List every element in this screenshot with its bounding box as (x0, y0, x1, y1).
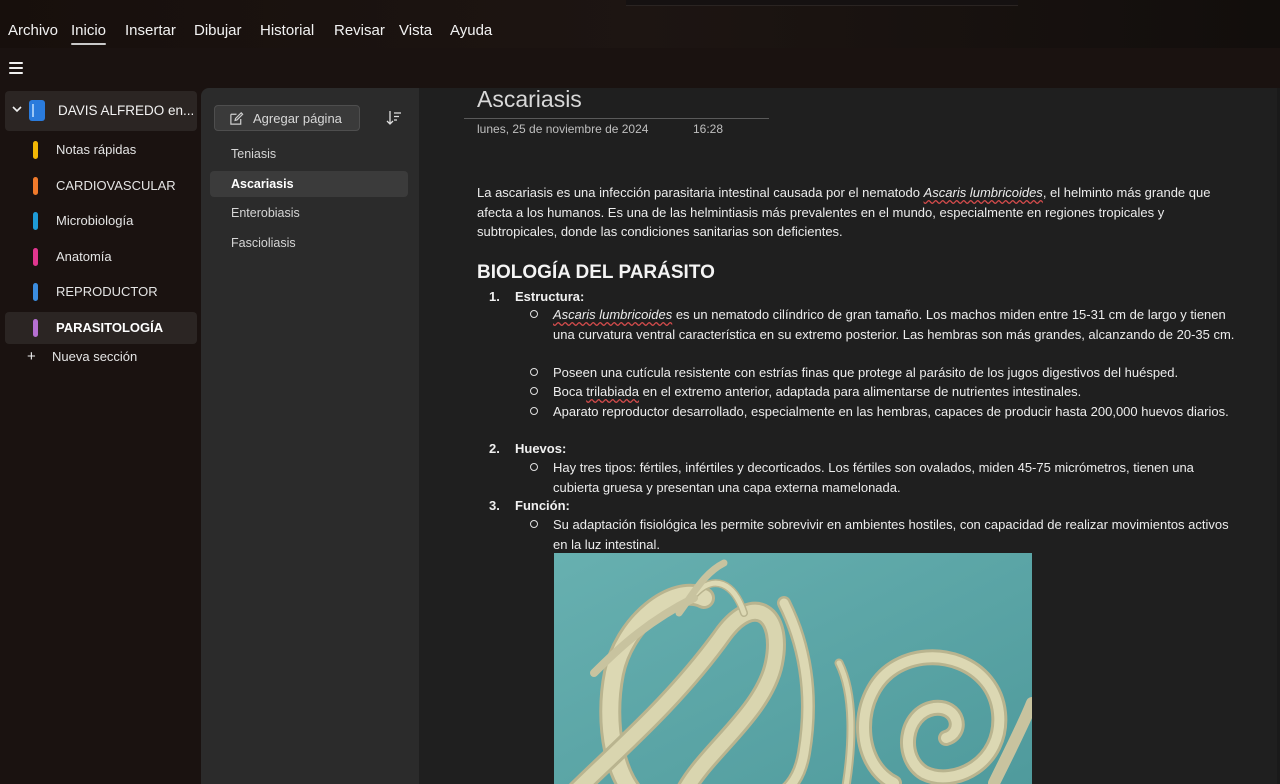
list-item-estructura[interactable] (489, 289, 584, 304)
title-divider (464, 118, 769, 119)
hamburger-menu-icon[interactable] (9, 62, 23, 74)
bullet-item[interactable] (530, 382, 1250, 402)
page-fascioliasis[interactable] (210, 230, 408, 256)
list-label: Estructura: (515, 289, 585, 304)
menu-insertar[interactable]: Insertar (125, 22, 176, 39)
section-color-tab (33, 319, 38, 337)
list-item-funcion[interactable] (489, 498, 570, 513)
menu-revisar[interactable]: Revisar (334, 22, 385, 39)
intro-text-end: , el helminto más grande que afecta a los humanos. Es una de las helmintiasis más prevalentes en el mundo, especialmente en regiones tropicales y subtropicales, donde las condiciones sanitarias son deficientes. (477, 185, 1211, 239)
bullet-item[interactable] (530, 402, 1250, 442)
intro-text-start: La ascariasis es una infección parasitaria intestinal causada por el nematodo (477, 185, 924, 200)
list-label: Función: (515, 498, 570, 513)
page-label: Fascioliasis (231, 236, 296, 250)
pages-panel (201, 88, 419, 784)
section-color-tab (33, 177, 38, 195)
bullet-text: Poseen una cutícula resistente con estrías finas que protege al parásito de los jugos digestivos del huésped. (553, 365, 1179, 380)
chevron-down-icon (12, 104, 22, 114)
page-date: lunes, 25 de noviembre de 2024 (477, 122, 649, 136)
bullet-circle-icon (530, 407, 538, 415)
species-name: Ascaris lumbricoides (923, 185, 1043, 200)
bullet-text: Boca (553, 384, 587, 399)
menu-vista[interactable]: Vista (399, 22, 433, 39)
title-search-strip[interactable] (626, 0, 1018, 6)
section-label: REPRODUCTOR (56, 284, 158, 299)
ascaris-worms-image[interactable] (554, 553, 1032, 784)
section-color-tab (33, 141, 38, 159)
section-label: Anatomía (56, 249, 112, 264)
page-enterobiasis[interactable] (210, 200, 408, 226)
new-section-button[interactable] (27, 348, 137, 366)
page-ascariasis[interactable] (210, 171, 408, 197)
new-section-label: Nueva sección (52, 349, 138, 365)
bullet-item[interactable] (530, 305, 1250, 365)
notebook-icon (29, 100, 45, 121)
menu-inicio[interactable]: Inicio (71, 22, 107, 39)
notebook-selector[interactable] (5, 91, 197, 131)
menu-archivo[interactable]: Archivo (8, 22, 59, 39)
plus-icon: + (27, 348, 36, 366)
bullet-text: Su adaptación fisiológica les permite sobrevivir en ambientes hostiles, con capacidad de realizar movimientos activos en la luz intestinal. (553, 517, 1229, 552)
page-label: Enterobiasis (231, 206, 300, 220)
list-number: 3. (489, 498, 500, 513)
menu-bar (0, 0, 1280, 48)
page-title[interactable]: Ascariasis (477, 88, 582, 112)
sections-sidebar (0, 86, 201, 784)
bullet-circle-icon (530, 368, 538, 376)
list-item-huevos[interactable] (489, 441, 566, 456)
list-number: 1. (489, 289, 500, 304)
section-parasitologia[interactable] (5, 312, 197, 344)
note-canvas[interactable] (419, 88, 1280, 784)
bullet-circle-icon (530, 387, 538, 395)
page-label: Ascariasis (231, 177, 294, 191)
section-cardiovascular[interactable] (5, 170, 197, 202)
section-microbiologia[interactable] (5, 205, 197, 237)
section-label: Microbiología (56, 213, 134, 228)
section-anatomia[interactable] (5, 241, 197, 273)
worms-illustration (554, 553, 1032, 784)
add-page-button[interactable] (214, 105, 360, 131)
bullet-item[interactable] (530, 515, 1250, 555)
section-heading[interactable]: BIOLOGÍA DEL PARÁSITO (477, 262, 715, 283)
intro-paragraph[interactable] (477, 183, 1237, 242)
species-name: Ascaris lumbricoides (553, 307, 673, 322)
misspelled-word: trilabiada (586, 384, 640, 399)
section-color-tab (33, 248, 38, 266)
page-label: Teniasis (231, 147, 277, 161)
bullet-text: es un nematodo cilíndrico de gran tamaño. Los machos miden entre 15-31 cm de largo y tienen una curvatura ventral característica en su extremo posterior. Las hembras son más grandes, alcanzando de 20-35 cm. (553, 307, 1235, 342)
bullet-circle-icon (530, 463, 538, 471)
menu-historial[interactable]: Historial (260, 22, 315, 39)
section-label: Notas rápidas (56, 142, 137, 157)
section-color-tab (33, 212, 38, 230)
bullet-circle-icon (530, 520, 538, 528)
bullet-item[interactable] (530, 458, 1250, 498)
add-page-label: Agregar página (253, 111, 342, 126)
section-reproductor[interactable] (5, 276, 197, 308)
bullet-text: Hay tres tipos: fértiles, infértiles y decorticados. Los fértiles son ovalados, miden 45-75 micrómetros, tienen una cubierta gruesa y presentan una capa externa mamelonada. (553, 460, 1194, 495)
bullet-item[interactable] (530, 363, 1250, 383)
notebook-name: DAVIS ALFREDO en... (58, 103, 195, 118)
section-label: CARDIOVASCULAR (56, 178, 176, 193)
bullet-circle-icon (530, 310, 538, 318)
menu-dibujar[interactable]: Dibujar (194, 22, 242, 39)
bullet-text: Aparato reproductor desarrollado, especialmente en las hembras, capaces de producir hasta 200,000 huevos diarios. (553, 404, 1229, 419)
list-label: Huevos: (515, 441, 567, 456)
menu-ayuda[interactable]: Ayuda (450, 22, 493, 39)
bullet-text: en el extremo anterior, adaptada para alimentarse de nutrientes intestinales. (639, 384, 1082, 399)
section-notas-rapidas[interactable] (5, 134, 197, 166)
edit-page-icon (229, 111, 244, 126)
section-color-tab (33, 283, 38, 301)
sort-icon[interactable] (385, 109, 403, 127)
list-number: 2. (489, 441, 500, 456)
page-time: 16:28 (693, 122, 724, 136)
section-label: PARASITOLOGÍA (56, 320, 164, 335)
page-teniasis[interactable] (210, 141, 408, 167)
